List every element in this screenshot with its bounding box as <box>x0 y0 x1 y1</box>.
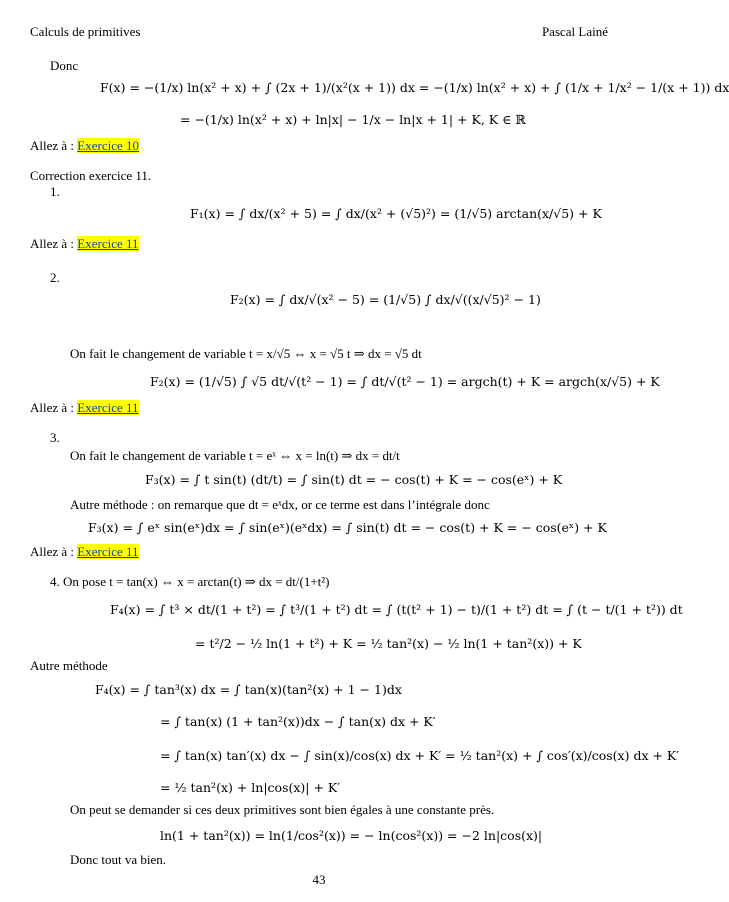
equation-f2-1: F₂(x) = ∫ dx/√(x² − 5) = (1/√5) ∫ dx/√((x/√5)² − 1) <box>230 292 541 307</box>
goto-line-4 <box>30 544 139 560</box>
question-4-text: 4. On pose t = tan(x) ⇔ x = arctan(t) ⇒ dx = dt/(1+t²) <box>50 574 330 589</box>
question-3-text-1: On fait le changement de variable t = eˣ ⇔ x = ln(t) ⇒ dx = dt/t <box>70 448 400 463</box>
equation-f4-7: ln(1 + tan²(x)) = ln(1/cos²(x)) = − ln(cos²(x)) = −2 ln|cos(x)| <box>160 828 543 843</box>
question-1-number: 1. <box>50 184 60 199</box>
question-2-text: On fait le changement de variable t = x/√5 ⇔ x = √5 t ⇒ dx = √5 dt <box>70 346 422 361</box>
exercise-11-link[interactable]: Exercice 11 <box>77 236 139 251</box>
goto-prefix: Allez à : <box>30 400 78 415</box>
equation-f-1: F(x) = −(1/x) ln(x² + x) + ∫ (2x + 1)/(x²(x + 1)) dx = −(1/x) ln(x² + x) + ∫ (1/x + 1/x² − 1/(x + 1)) dx <box>100 80 729 95</box>
exercise-11-link[interactable]: Exercice 11 <box>77 400 139 415</box>
goto-line-2 <box>30 236 139 252</box>
page-number: 43 <box>312 872 326 887</box>
goto-line-1 <box>30 138 139 154</box>
equation-f1: F₁(x) = ∫ dx/(x² + 5) = ∫ dx/(x² + (√5)²) = (1/√5) arctan(x/√5) + K <box>190 206 602 221</box>
correction-title: Correction exercice 11. <box>30 168 152 183</box>
equation-f4-4: = ∫ tan(x) (1 + tan²(x))dx − ∫ tan(x) dx + K′ <box>160 714 436 729</box>
goto-prefix: Allez à : <box>30 138 78 153</box>
question-4-text-3: Donc tout va bien. <box>70 852 167 867</box>
goto-line-3 <box>30 400 139 416</box>
equation-f3-2: F₃(x) = ∫ eˣ sin(eˣ)dx = ∫ sin(eˣ)(eˣdx) = ∫ sin(t) dt = − cos(t) + K = − cos(eˣ) + K <box>88 520 607 535</box>
equation-f4-2: = t²/2 − ½ ln(1 + t²) + K = ½ tan²(x) − ½ ln(1 + tan²(x)) + K <box>195 636 582 651</box>
goto-prefix: Allez à : <box>30 236 78 251</box>
header-right: Pascal Lainé <box>541 24 608 39</box>
question-4-text-2: On peut se demander si ces deux primitives sont bien égales à une constante près. <box>70 802 495 817</box>
equation-f3-1: F₃(x) = ∫ t sin(t) (dt/t) = ∫ sin(t) dt = − cos(t) + K = − cos(eˣ) + K <box>145 472 563 487</box>
question-3-text-2: Autre méthode : on remarque que dt = eˣdx, or ce terme est dans l’intégrale donc <box>70 497 490 512</box>
donc-text: Donc <box>50 58 79 73</box>
equation-f4-1: F₄(x) = ∫ t³ × dt/(1 + t²) = ∫ t³/(1 + t²) dt = ∫ (t(t² + 1) − t)/(1 + t²) dt = ∫ (t − t/(1 + t²)) dt <box>110 602 683 617</box>
autre-methode-label: Autre méthode <box>30 658 108 673</box>
equation-f4-6: = ½ tan²(x) + ln|cos(x)| + K′ <box>160 780 341 795</box>
exercise-10-link[interactable]: Exercice 10 <box>77 138 140 153</box>
equation-f-2: = −(1/x) ln(x² + x) + ln|x| − 1/x − ln|x + 1| + K, K ∈ ℝ <box>180 112 526 127</box>
equation-f4-5: = ∫ tan(x) tan′(x) dx − ∫ sin(x)/cos(x) dx + K′ = ½ tan²(x) + ∫ cos′(x)/cos(x) dx + K′ <box>160 748 680 763</box>
question-3-number: 3. <box>50 430 60 445</box>
equation-f4-3: F₄(x) = ∫ tan³(x) dx = ∫ tan(x)(tan²(x) + 1 − 1)dx <box>95 682 402 697</box>
question-2-number: 2. <box>50 270 60 285</box>
exercise-11-link[interactable]: Exercice 11 <box>77 544 139 559</box>
equation-f2-2: F₂(x) = (1/√5) ∫ √5 dt/√(t² − 1) = ∫ dt/√(t² − 1) = argch(t) + K = argch(x/√5) + K <box>150 374 660 389</box>
goto-prefix: Allez à : <box>30 544 78 559</box>
header-left: Calculs de primitives <box>30 24 141 39</box>
